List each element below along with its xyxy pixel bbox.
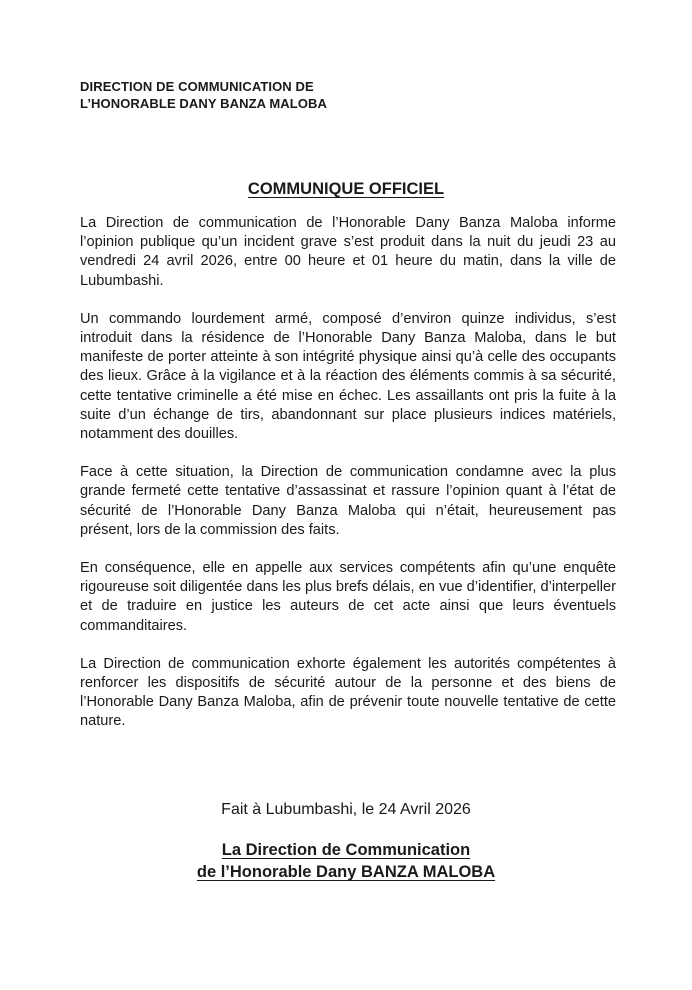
letterhead-line-1: DIRECTION DE COMMUNICATION DE — [80, 79, 314, 94]
document-body — [80, 214, 616, 751]
signature-line-1: La Direction de Communication — [221, 841, 471, 859]
signature-block — [0, 839, 692, 883]
paragraph-commando: Un commando lourdement armé, composé d’environ quinze individus, s’est introduit dans la résidence de l’Honorable Dany Banza Maloba, dans le but manifeste de porter atteinte à son intégrité physique ainsi qu’à celle des occupants des lieux. Grâce à la vigilance et à la réaction des éléments commis à sa sécurité, cette tentative criminelle a été mise en échec. Les assaillants ont pris la fuite à la suite d’un échange de tirs, abandonnant sur place plusieurs indices matériels, notamment des douilles. — [80, 310, 616, 443]
paragraph-condemnation: Face à cette situation, la Direction de communication condamne avec la plus grande fermeté cette tentative d’assassinat et rassure l’opinion quant à l’état de sécurité de l’Honorable Dany Banza Maloba qui n’était, heureusement pas présent, lors de la commission des faits. — [80, 464, 616, 538]
signature-line-2: de l’Honorable Dany BANZA MALOBA — [196, 863, 496, 881]
paragraph-security-call: La Direction de communication exhorte également les autorités compétentes à renforcer les dispositifs de sécurité autour de la personne et des biens de l’Honorable Dany Banza Maloba, afin de prévenir toute nouvelle tentative de cette nature. — [80, 655, 616, 730]
document-title: COMMUNIQUE OFFICIEL — [247, 180, 445, 198]
place-date: Fait à Lubumbashi, le 24 Avril 2026 — [221, 801, 471, 818]
letterhead — [80, 78, 327, 112]
paragraph-incident: La Direction de communication de l’Honorable Dany Banza Maloba informe l’opinion publique qu’un incident grave s’est produit dans la nuit du jeudi 23 au vendredi 24 avril 2026, entre 00 heure et 01 heure du matin, dans la ville de Lubumbashi. — [80, 215, 616, 289]
letterhead-line-2: L’HONORABLE DANY BANZA MALOBA — [80, 96, 328, 111]
paragraph-investigation: En conséquence, elle en appelle aux services compétents afin qu’une enquête rigoureuse soit diligentée dans les plus brefs délais, en vue d’identifier, d’interpeller et de traduire en justice les auteurs de cet acte ainsi que leurs éventuels commanditaires. — [80, 560, 616, 634]
